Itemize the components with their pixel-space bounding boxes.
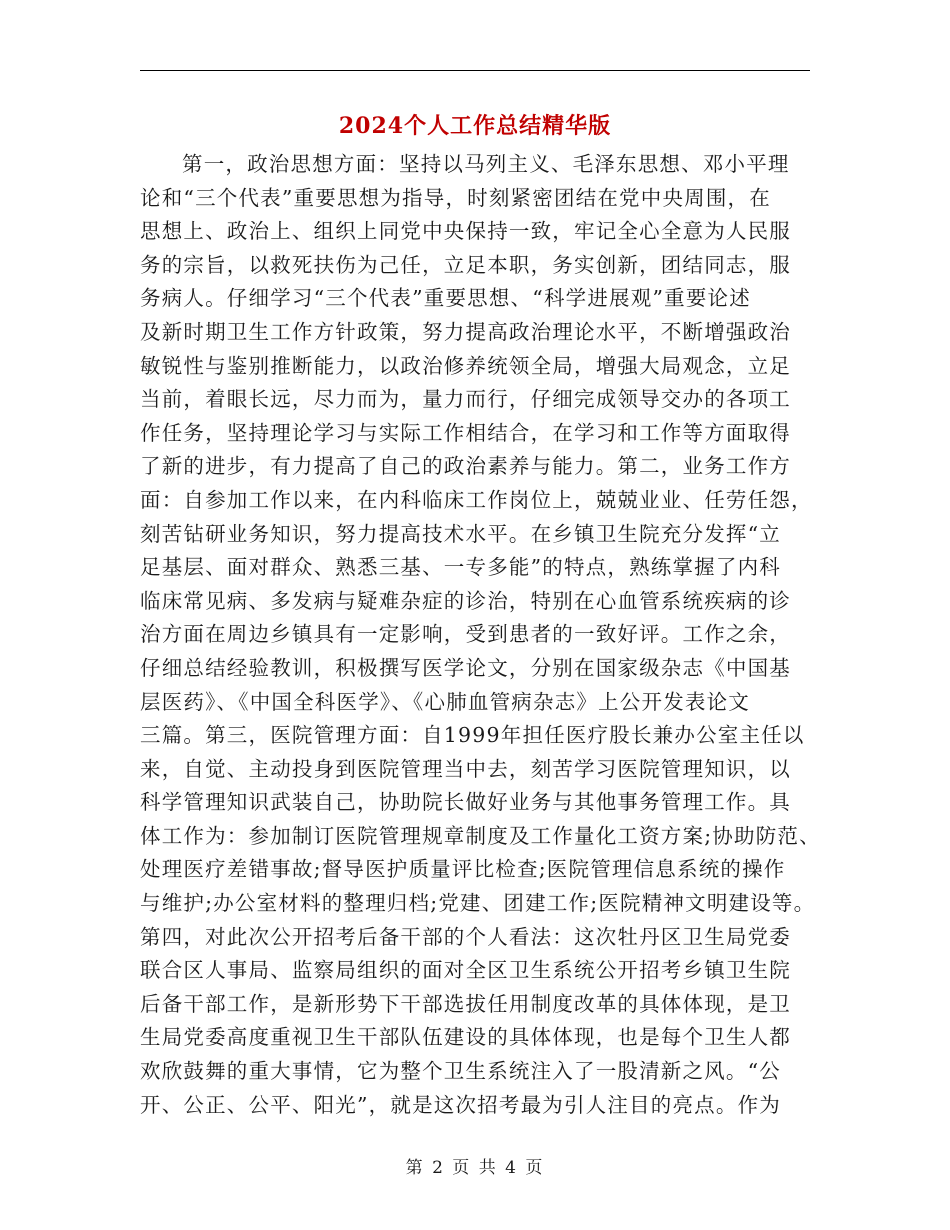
body-line: 生局党委高度重视卫生干部队伍建设的具体体现，也是每个卫生人都 bbox=[140, 1025, 791, 1050]
body-line: 后备干部工作，是新形势下干部选拔任用制度改革的具体体现，是卫 bbox=[140, 991, 791, 1016]
body-line: 当前，着眼长远，尽力而为，量力而行，仔细完成领导交办的各项工 bbox=[140, 387, 791, 412]
page-footer bbox=[0, 1153, 950, 1178]
body-line: 务的宗旨，以救死扶伤为己任，立足本职，务实创新，团结同志，服 bbox=[140, 252, 791, 277]
document-body bbox=[140, 148, 820, 1122]
body-line: 务病人。仔细学习“三个代表”重要思想、“科学进展观”重要论述 bbox=[140, 286, 751, 311]
body-line: 治方面在周边乡镇具有一定影响，受到患者的一致好评。工作之余， bbox=[140, 622, 791, 647]
body-line: 思想上、政治上、组织上同党中央保持一致，牢记全心全意为人民服 bbox=[140, 219, 791, 244]
body-line: 处理医疗差错事故;督导医护质量评比检查;医院管理信息系统的操作 bbox=[140, 857, 786, 882]
body-line: 面：自参加工作以来，在内科临床工作岗位上，兢兢业业、任劳任怨， bbox=[140, 487, 813, 512]
body-line: 及新时期卫生工作方针政策，努力提高政治理论水平，不断增强政治 bbox=[140, 319, 791, 344]
body-line: 开、公正、公平、阳光”，就是这次招考最为引人注目的亮点。作为 bbox=[140, 1092, 781, 1117]
body-line: 论和“三个代表”重要思想为指导，时刻紧密团结在党中央周围，在 bbox=[140, 185, 771, 210]
header-rule bbox=[140, 70, 810, 71]
body-line: 作任务，坚持理论学习与实际工作相结合，在学习和工作等方面取得 bbox=[140, 420, 791, 445]
body-line: 敏锐性与鉴别推断能力，以政治修养统领全局，增强大局观念，立足 bbox=[140, 353, 791, 378]
body-line: 体工作为：参加制订医院管理规章制度及工作量化工资方案;协助防范、 bbox=[140, 823, 821, 848]
body-line: 科学管理知识武装自己，协助院长做好业务与其他事务管理工作。具 bbox=[140, 790, 791, 815]
body-line: 来，自觉、主动投身到医院管理当中去，刻苦学习医院管理知识，以 bbox=[140, 756, 791, 781]
body-line: 刻苦钻研业务知识，努力提高技术水平。在乡镇卫生院充分发挥“立 bbox=[140, 521, 781, 546]
document-title: 2024个人工作总结精华版 bbox=[338, 113, 612, 139]
page-number: 第 2 页 共 4 页 bbox=[405, 1158, 545, 1178]
body-line: 欢欣鼓舞的重大事情，它为整个卫生系统注入了一股清新之风。“公 bbox=[140, 1059, 781, 1084]
body-line: 足基层、面对群众、熟悉三基、一专多能”的特点，熟练掌握了内科 bbox=[140, 555, 781, 580]
body-line: 仔细总结经验教训，积极撰写医学论文，分别在国家级杂志《中国基 bbox=[140, 655, 791, 680]
body-line: 层医药》、《中国全科医学》、《心肺血管病杂志》上公开发表论文 bbox=[140, 689, 750, 714]
body-line: 了新的进步，有力提高了自己的政治素养与能力。第二，业务工作方 bbox=[140, 454, 791, 479]
body-line: 与维护;办公室材料的整理归档;党建、团建工作;医院精神文明建设等。 bbox=[140, 891, 816, 916]
body-line: 第四，对此次公开招考后备干部的个人看法：这次牡丹区卫生局党委 bbox=[140, 924, 791, 949]
body-line: 联合区人事局、监察局组织的面对全区卫生系统公开招考乡镇卫生院 bbox=[140, 958, 791, 983]
body-line: 第一，政治思想方面：坚持以马列主义、毛泽东思想、邓小平理 bbox=[182, 152, 790, 176]
body-line: 临床常见病、多发病与疑难杂症的诊治，特别在心血管系统疾病的诊 bbox=[140, 588, 791, 613]
body-line: 三篇。第三，医院管理方面：自1999年担任医疗股长兼办公室主任以 bbox=[140, 723, 805, 748]
